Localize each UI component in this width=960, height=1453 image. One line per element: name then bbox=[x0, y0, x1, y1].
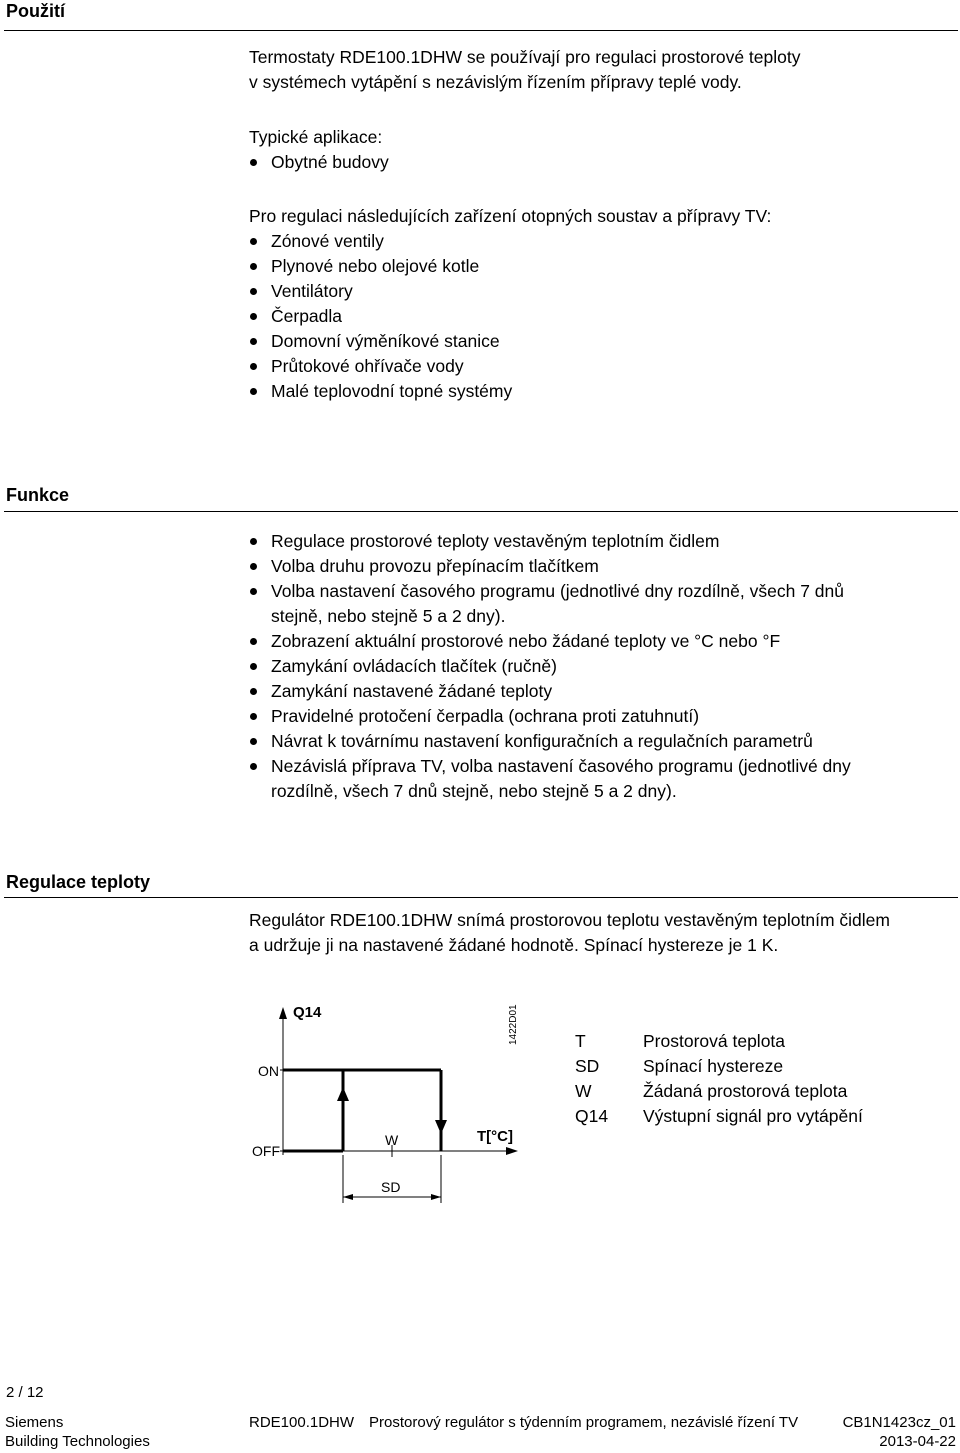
intro-line-2: v systémech vytápění s nezávislým řízením přípravy teplé vody. bbox=[249, 72, 742, 92]
list-item: Zamykání ovládacích tlačítek (ručně) bbox=[249, 654, 851, 679]
footer-doc-id: CB1N1423cz_01 bbox=[842, 1414, 956, 1431]
diagram-legend bbox=[575, 1029, 863, 1129]
footer-product: RDE100.1DHW bbox=[249, 1414, 355, 1431]
legend-row bbox=[575, 1104, 863, 1129]
list-item-line: stejně, nebo stejně 5 a 2 dny). bbox=[271, 606, 506, 626]
q14-label: Q14 bbox=[293, 1004, 322, 1021]
list-item: Ventilátory bbox=[249, 279, 512, 304]
section-title-regulace: Regulace teploty bbox=[6, 872, 151, 892]
section-title-pouziti: Použití bbox=[6, 1, 65, 21]
list-item: Zamykání nastavené žádané teploty bbox=[249, 679, 851, 704]
off-label: OFF bbox=[252, 1143, 280, 1159]
page-number: 2 / 12 bbox=[6, 1384, 44, 1401]
list-item: Zobrazení aktuální prostorové nebo žádané teploty ve °C nebo °F bbox=[249, 629, 851, 654]
sd-arrow-left-icon bbox=[343, 1194, 353, 1200]
list-item: Domovní výměníkové stanice bbox=[249, 329, 512, 354]
section-rule bbox=[4, 897, 958, 898]
w-label: W bbox=[385, 1132, 399, 1148]
switch-off-arrow-icon bbox=[435, 1120, 447, 1134]
legend-row bbox=[575, 1054, 863, 1079]
control-label: Pro regulaci následujících zařízení otopných soustav a přípravy TV: bbox=[249, 206, 772, 226]
legend-value: Prostorová teplota bbox=[643, 1031, 786, 1051]
list-item: Návrat k továrnímu nastavení konfiguračních a regulačních parametrů bbox=[249, 729, 851, 754]
sd-arrow-right-icon bbox=[431, 1194, 441, 1200]
section-title-funkce: Funkce bbox=[6, 485, 70, 505]
list-item bbox=[249, 754, 851, 804]
regulace-line-1: Regulátor RDE100.1DHW snímá prostorovou teplotu vestavěným teplotním čidlem bbox=[249, 910, 890, 930]
legend-row bbox=[575, 1029, 863, 1054]
legend-value: Žádaná prostorová teplota bbox=[643, 1081, 848, 1101]
footer-description: Prostorový regulátor s týdenním programem, nezávislé řízení TV bbox=[369, 1414, 799, 1431]
functions-list bbox=[249, 529, 851, 804]
list-item: Regulace prostorové teploty vestavěným teplotním čidlem bbox=[249, 529, 851, 554]
legend-key: T bbox=[575, 1031, 586, 1051]
x-axis-arrow-icon bbox=[506, 1147, 518, 1155]
legend-key: W bbox=[575, 1081, 592, 1101]
on-label: ON bbox=[258, 1063, 279, 1079]
footer-company: Siemens bbox=[5, 1414, 64, 1431]
list-item: Obytné budovy bbox=[249, 150, 389, 175]
list-item-line: rozdílně, všech 7 dnů stejně, nebo stejně 5 a 2 dny). bbox=[271, 781, 677, 801]
legend-value: Výstupní signál pro vytápění bbox=[643, 1106, 863, 1126]
list-item: Průtokové ohřívače vody bbox=[249, 354, 512, 379]
intro-line-1: Termostaty RDE100.1DHW se používají pro regulaci prostorové teploty bbox=[249, 47, 801, 67]
list-item-line: Volba nastavení časového programu (jednotlivé dny rozdílně, všech 7 dnů bbox=[271, 581, 844, 601]
legend-key: SD bbox=[575, 1056, 600, 1076]
legend-value: Spínací hystereze bbox=[643, 1056, 784, 1076]
list-item: Volba druhu provozu přepínacím tlačítkem bbox=[249, 554, 851, 579]
typical-list bbox=[249, 150, 389, 175]
footer-division: Building Technologies bbox=[5, 1433, 150, 1450]
control-list bbox=[249, 229, 512, 404]
switch-on-arrow-icon bbox=[337, 1087, 349, 1101]
legend-key: Q14 bbox=[575, 1106, 609, 1126]
list-item: Plynové nebo olejové kotle bbox=[249, 254, 512, 279]
section-rule bbox=[4, 30, 958, 31]
regulace-line-2: a udržuje ji na nastavené žádané hodnotě. Spínací hystereze je 1 K. bbox=[249, 935, 779, 955]
list-item bbox=[249, 579, 851, 629]
section-rule bbox=[4, 511, 958, 512]
legend-row bbox=[575, 1079, 863, 1104]
list-item-line: Nezávislá příprava TV, volba nastavení časového programu (jednotlivé dny bbox=[271, 756, 851, 776]
sd-label: SD bbox=[381, 1179, 401, 1195]
t-axis-label: T[°C] bbox=[477, 1128, 513, 1145]
hysteresis-diagram bbox=[240, 995, 540, 1205]
list-item: Malé teplovodní topné systémy bbox=[249, 379, 512, 404]
y-axis-arrow-icon bbox=[279, 1007, 287, 1019]
footer-date: 2013-04-22 bbox=[879, 1433, 956, 1450]
list-item: Zónové ventily bbox=[249, 229, 512, 254]
list-item: Čerpadla bbox=[249, 304, 512, 329]
typical-label: Typické aplikace: bbox=[249, 127, 383, 147]
list-item: Pravidelné protočení čerpadla (ochrana proti zatuhnutí) bbox=[249, 704, 851, 729]
diagram-code-label: 1422D01 bbox=[508, 1004, 519, 1045]
